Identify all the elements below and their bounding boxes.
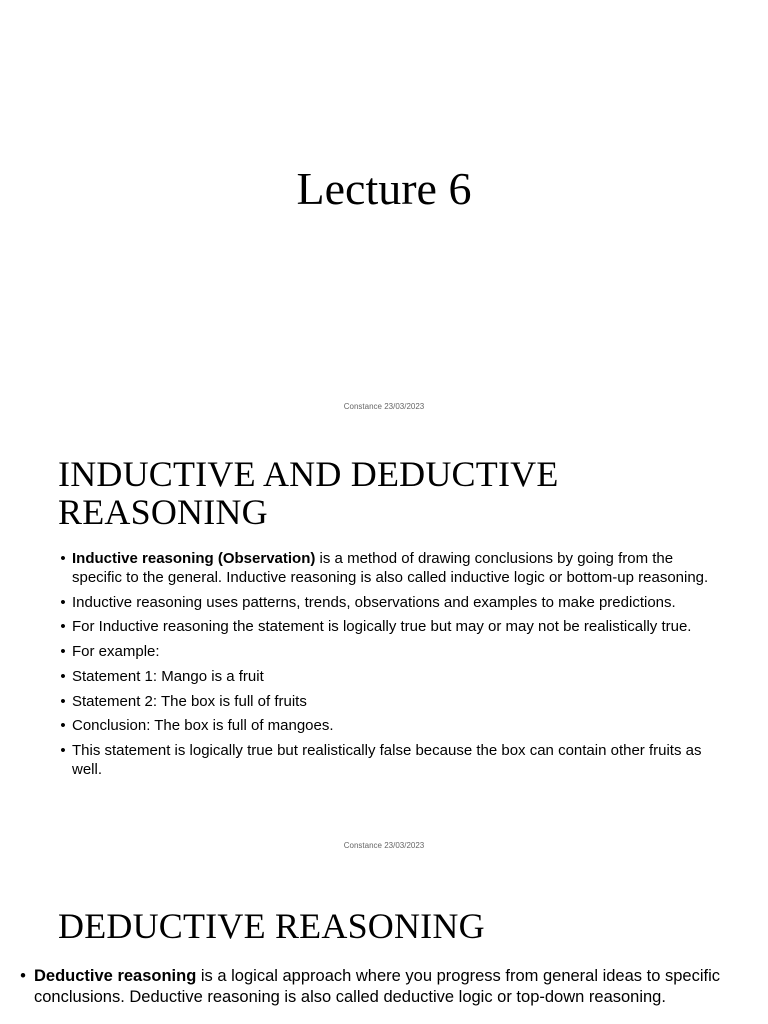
bullet-icon: • [60, 643, 66, 660]
slide-footer: Constance 23/03/2023 [343, 402, 425, 411]
bullet-item [58, 742, 712, 780]
slide-heading: INDUCTIVE AND DEDUCTIVE REASONING [58, 454, 559, 532]
bullet-text: is a logical approach where you progress from general ideas to specific conclusions. Deductive reasoning is also called deductive logic or top-down reasoning. [34, 967, 720, 1007]
bullet-text: This statement is logically true but realistically false because the box can contain other fruits as well. [72, 742, 702, 778]
bullet-text: Statement 2: The box is full of fruits [72, 692, 307, 710]
bullet-icon: • [60, 742, 66, 759]
bullet-icon: • [60, 618, 66, 636]
bullet-item [58, 693, 712, 712]
bullet-item [58, 717, 712, 736]
bullet-text: is a method of drawing conclusions by going from the specific to the general. Inductive reasoning is also called inductive logic or bottom-up reasoning. [72, 550, 709, 586]
slide-footer: Constance 23/03/2023 [343, 841, 425, 850]
bullet-item [58, 550, 712, 588]
bullet-item [18, 966, 728, 1008]
bullet-text: Inductive reasoning uses patterns, trends, observations and examples to make predictions. [72, 593, 676, 611]
bullet-icon: • [60, 667, 66, 685]
bullet-icon: • [60, 550, 66, 567]
bullet-text: Conclusion: The box is full of mangoes. [72, 717, 334, 735]
bullet-icon: • [20, 967, 26, 985]
bullet-item [58, 643, 712, 662]
bullet-text: Statement 1: Mango is a fruit [72, 667, 264, 685]
bullet-text: For Inductive reasoning the statement is logically true but may or may not be realistically true. [72, 618, 692, 636]
bullet-bold-term: Deductive reasoning [34, 967, 197, 985]
bullet-item [58, 668, 712, 687]
bullet-icon: • [60, 692, 66, 710]
bullet-text: For example: [72, 643, 160, 660]
slide-heading: DEDUCTIVE REASONING [58, 906, 485, 946]
slide-title-page [0, 0, 768, 432]
slide-deductive [0, 864, 768, 1024]
bullet-list [58, 550, 712, 786]
bullet-item [58, 618, 712, 637]
bullet-icon: • [60, 593, 66, 611]
bullet-bold-term: Inductive reasoning (Observation) [72, 550, 316, 567]
slide-inductive-deductive [0, 432, 768, 864]
lecture-title: Lecture 6 [296, 163, 472, 214]
bullet-item [58, 594, 712, 613]
bullet-icon: • [60, 717, 66, 735]
bullet-list [18, 966, 728, 1008]
